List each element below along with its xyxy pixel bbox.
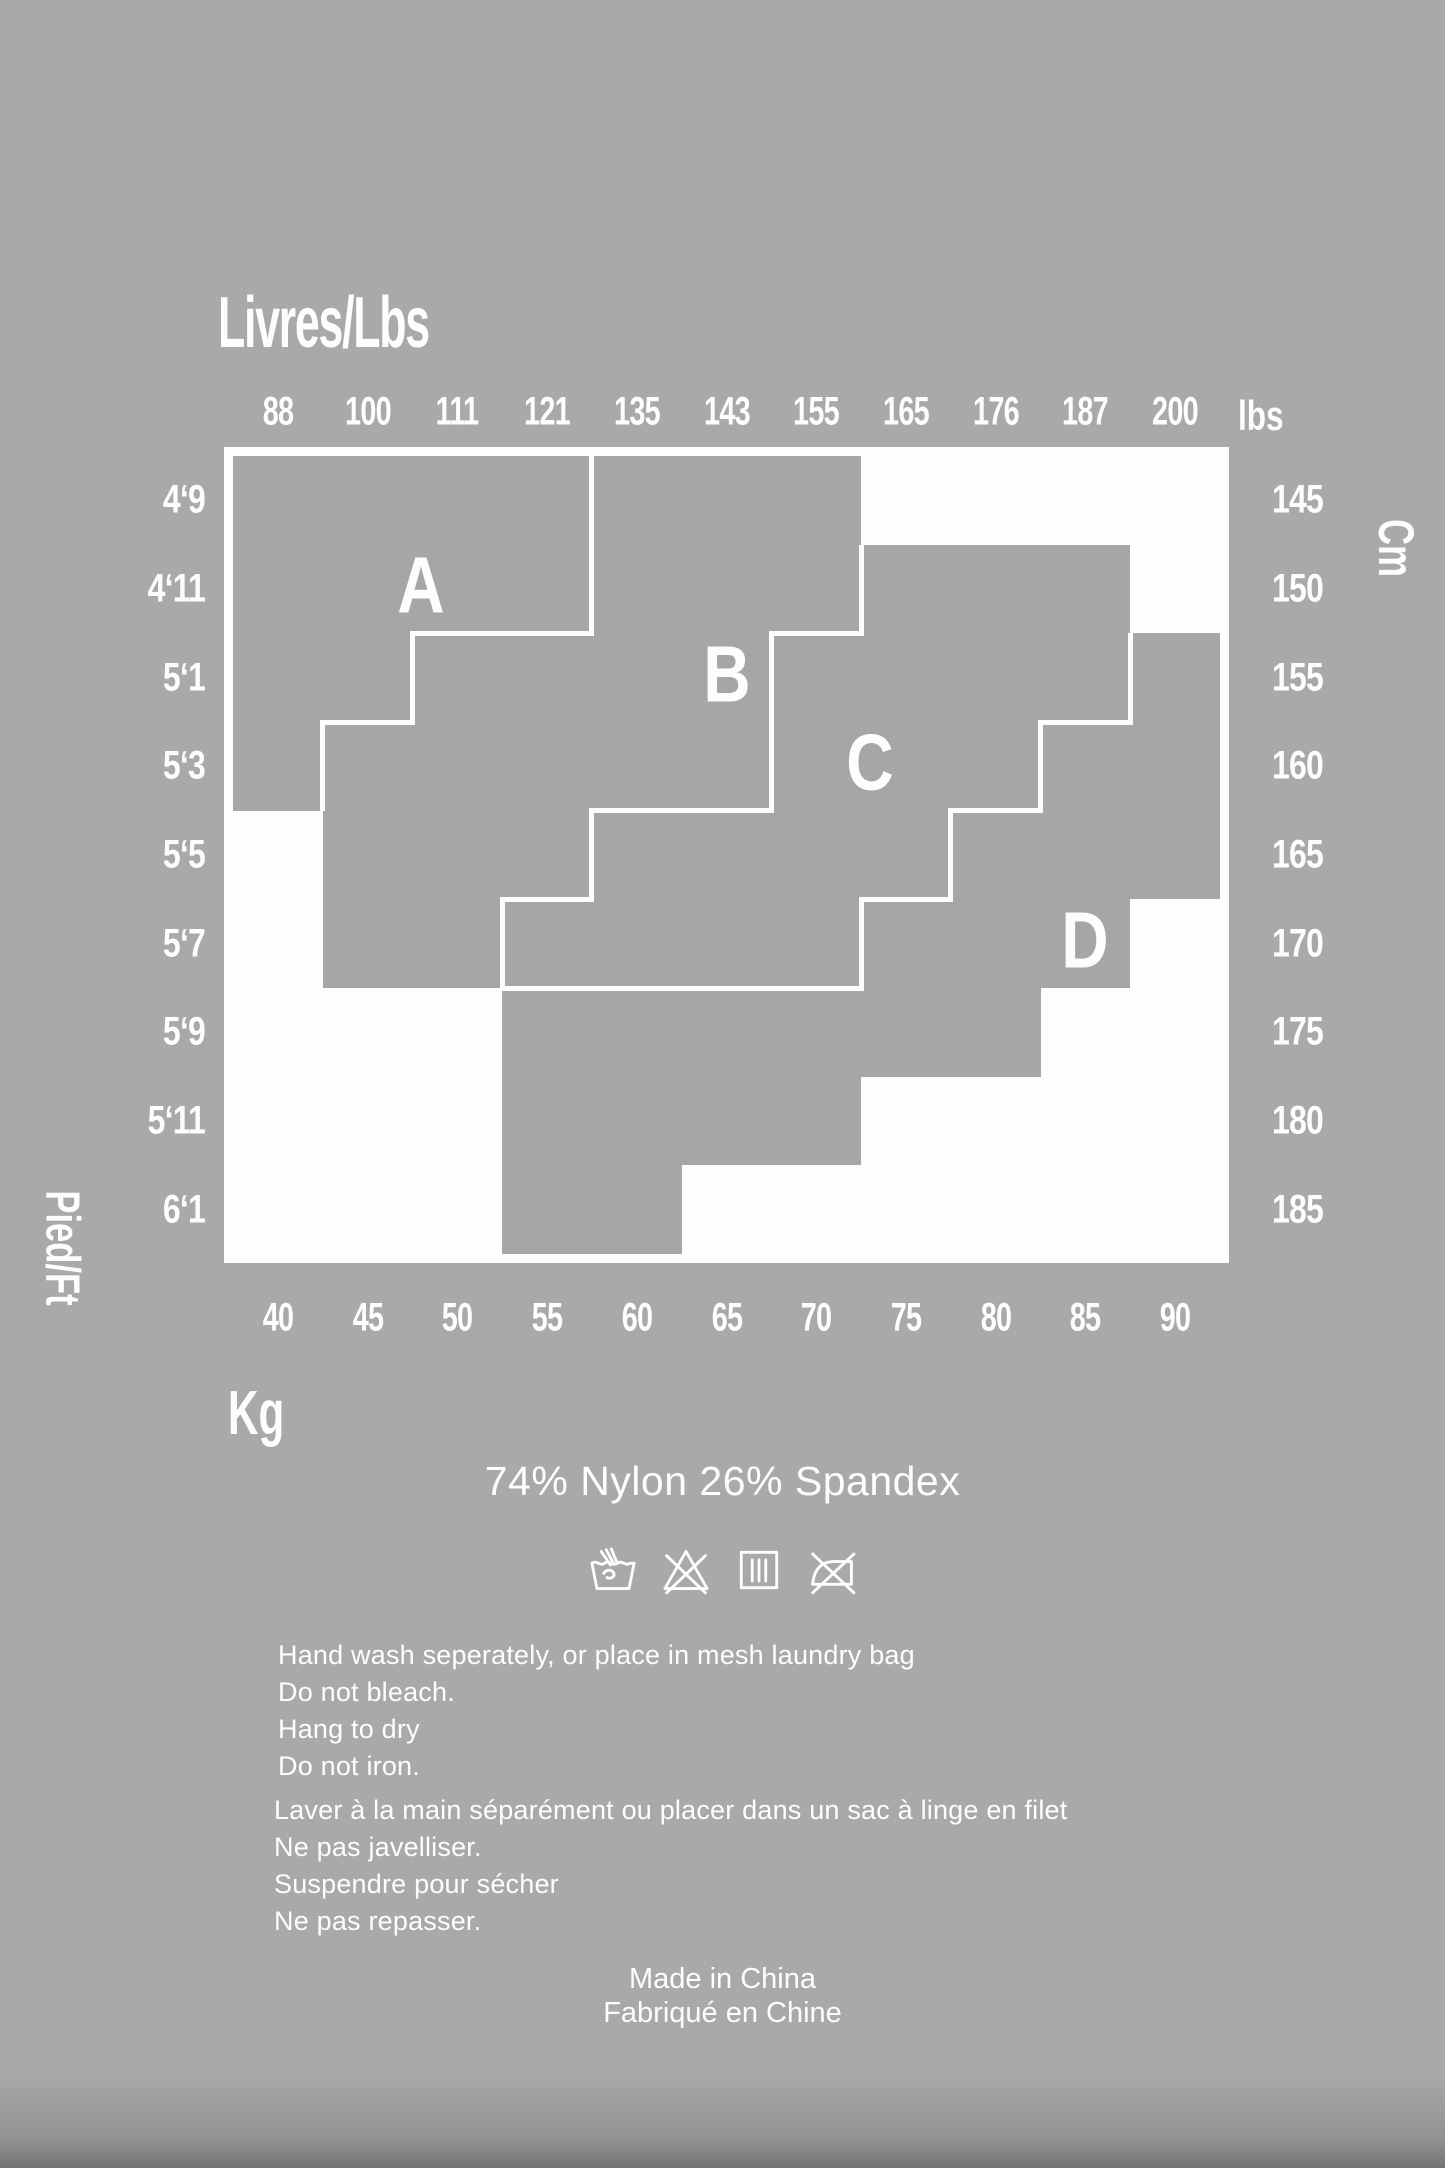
care-fr-line: Ne pas javelliser.: [274, 1832, 482, 1862]
axis-tick-label: 4‘9: [162, 477, 205, 522]
care-en-line: Hang to dry: [278, 1714, 420, 1744]
axis-tick-label: 150: [1272, 566, 1323, 611]
region-divider-line: [410, 631, 505, 636]
axis-tick-label: 40: [262, 1295, 294, 1340]
size-region-b-band: [592, 456, 861, 545]
size-region-d-band: [1041, 722, 1220, 811]
size-region-c-band: [771, 633, 1130, 722]
axis-tick-label: 143: [703, 389, 750, 434]
hand-wash-icon: [586, 1543, 640, 1597]
region-divider-line: [589, 986, 684, 991]
region-divider-line: [1038, 722, 1043, 811]
region-divider-line: [769, 986, 864, 991]
region-divider-line: [769, 633, 774, 722]
axis-tick-label: 176: [972, 389, 1019, 434]
region-divider-line: [859, 897, 954, 902]
axis-tick-label: 85: [1070, 1295, 1101, 1340]
bottom-shade-gradient: [0, 2073, 1445, 2168]
size-region-d-band: [1130, 633, 1220, 722]
region-divider-line: [859, 545, 864, 634]
region-divider-line: [589, 456, 594, 545]
axis-tick-label: 165: [883, 389, 929, 434]
size-region-b-band: [323, 811, 592, 900]
size-region-d-band: [951, 811, 1220, 900]
size-region-c-band: [502, 899, 861, 988]
size-region-b-band: [592, 545, 861, 634]
care-fr-line: Suspendre pour sécher: [274, 1869, 559, 1899]
size-region-c-band: [592, 811, 951, 900]
care-en-line: Do not iron.: [278, 1751, 420, 1781]
region-divider-line: [500, 986, 595, 991]
region-divider-line: [679, 986, 774, 991]
axis-tick-label: 185: [1272, 1187, 1323, 1232]
axis-tick-label: 155: [1272, 655, 1323, 700]
size-region-d-band: [502, 1077, 861, 1166]
axis-tick-label: 5‘7: [162, 921, 205, 966]
axis-tick-label: 5‘11: [147, 1098, 205, 1143]
axis-tick-label: 135: [613, 389, 660, 434]
axis-tick-label: 50: [442, 1295, 473, 1340]
cm-unit-label: Cm: [1368, 518, 1424, 578]
axis-tick-label: 90: [1159, 1295, 1191, 1340]
axis-tick-label: 60: [621, 1295, 653, 1340]
axis-tick-label: 111: [435, 389, 479, 434]
care-fr-line: Ne pas repasser.: [274, 1906, 482, 1936]
region-label-a: A: [397, 540, 446, 630]
size-region-d-band: [502, 988, 1040, 1077]
axis-tick-label: 80: [980, 1295, 1011, 1340]
care-instructions-fr: [274, 1792, 1067, 1940]
origin-note: [0, 1962, 1445, 2030]
size-region-b-band: [323, 722, 772, 811]
axis-tick-label: 5‘3: [162, 743, 205, 788]
region-divider-line: [589, 811, 594, 900]
size-region-c-band: [861, 545, 1130, 634]
feet-unit-label: Pied/Ft: [35, 1190, 89, 1306]
region-label-b: B: [702, 628, 751, 718]
axis-tick-label: 175: [1272, 1009, 1323, 1054]
axis-tick-label: 4‘11: [147, 566, 205, 611]
axis-tick-label: 65: [711, 1295, 742, 1340]
axis-tick-label: 170: [1272, 921, 1323, 966]
size-region-a-band: [233, 456, 592, 545]
care-fr-line: Laver à la main séparément ou placer dans un sac à linge en filet: [274, 1795, 1068, 1825]
axis-tick-label: 121: [524, 389, 570, 434]
region-divider-line: [769, 631, 864, 636]
region-divider-line: [948, 808, 1043, 813]
care-icons-row: [0, 1543, 1445, 1597]
region-divider-line: [1128, 633, 1133, 722]
lbs-unit-label: lbs: [1238, 392, 1284, 439]
size-region-b-band: [323, 899, 502, 988]
kg-unit-label: Kg: [228, 1379, 285, 1448]
origin-fr: Fabriqué en Chine: [603, 1997, 842, 2029]
axis-tick-label: 155: [793, 389, 840, 434]
axis-tick-label: 70: [800, 1295, 832, 1340]
axis-tick-label: 75: [890, 1295, 922, 1340]
axis-tick-label: 145: [1272, 477, 1323, 522]
region-divider-line: [500, 899, 505, 988]
axis-tick-label: 88: [262, 389, 294, 434]
region-divider-line: [320, 720, 415, 725]
region-label-c: C: [846, 717, 894, 807]
region-divider-line: [410, 633, 415, 722]
region-divider-line: [500, 897, 595, 902]
care-instructions-en: [278, 1637, 915, 1785]
size-region-a-band: [233, 722, 323, 811]
drip-dry-icon: [732, 1543, 786, 1597]
region-divider-line: [679, 808, 774, 813]
region-divider-line: [320, 722, 325, 811]
axis-tick-label: 165: [1272, 832, 1323, 877]
axis-tick-label: 160: [1272, 743, 1323, 788]
region-label-d: D: [1061, 894, 1110, 984]
axis-tick-label: 6‘1: [162, 1187, 205, 1232]
axis-tick-label: 187: [1062, 389, 1109, 434]
size-region-a-band: [233, 633, 412, 722]
axis-tick-label: 55: [531, 1295, 563, 1340]
size-region-c-band: [771, 722, 1040, 811]
region-divider-line: [769, 722, 774, 811]
axis-tick-label: 180: [1272, 1098, 1323, 1143]
do-not-iron-icon: [805, 1543, 859, 1597]
size-chart: [224, 447, 1229, 1263]
region-divider-line: [589, 545, 594, 634]
do-not-bleach-icon: [659, 1543, 713, 1597]
region-divider-line: [589, 808, 684, 813]
page-title: Livres/Lbs: [218, 283, 429, 363]
care-en-line: Hand wash seperately, or place in mesh laundry bag: [278, 1640, 915, 1670]
region-divider-line: [1038, 720, 1133, 725]
axis-tick-label: 200: [1152, 389, 1199, 434]
region-divider-line: [859, 899, 864, 988]
axis-tick-label: 45: [352, 1295, 383, 1340]
region-divider-line: [500, 631, 595, 636]
fabric-composition: 74% Nylon 26% Spandex: [484, 1458, 961, 1504]
care-en-line: Do not bleach.: [278, 1677, 455, 1707]
axis-tick-label: 5‘9: [162, 1009, 205, 1054]
region-divider-line: [948, 811, 953, 900]
size-region-d-band: [502, 1165, 681, 1254]
size-chart-grid: [233, 456, 1220, 1254]
axis-tick-label: 100: [344, 389, 391, 434]
axis-tick-label: 5‘5: [162, 832, 205, 877]
origin-en: Made in China: [629, 1963, 816, 1995]
axis-tick-label: 5‘1: [162, 655, 205, 700]
